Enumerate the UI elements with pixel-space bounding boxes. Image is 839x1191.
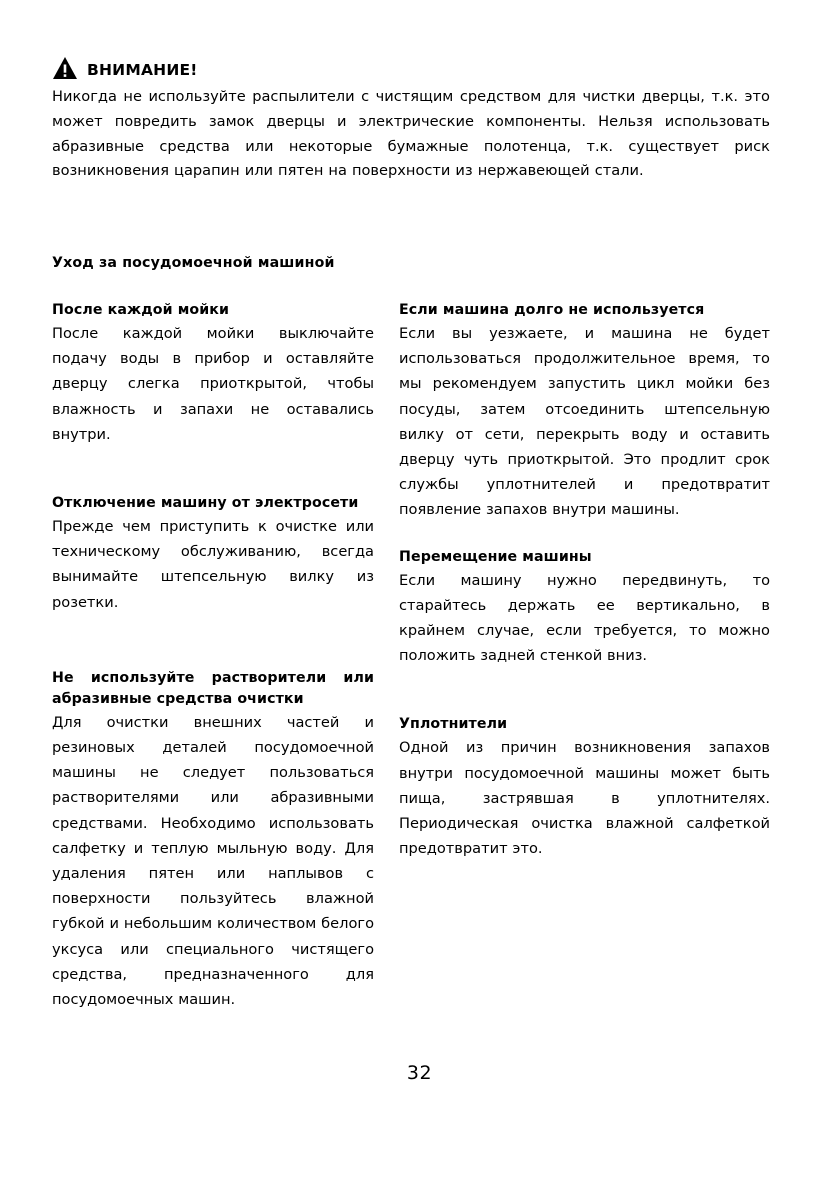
subsection-body: Если вы уезжаете, и машина не будет использоваться продолжительное время, то мы рекомендуем запустить цикл мойки без посуды, затем отсоединить штепсельную вилку от сети, перекрыть воду и оставить дверцу чуть приоткрытой. Это продлит срок службы уплотнителей и предотвратит появление запахов внутри машины. <box>399 325 770 519</box>
column-spacer <box>399 523 770 547</box>
subsection-body: Прежде чем приступить к очистке или техническому обслуживанию, всегда вынимайте штепсельную вилку из розетки. <box>52 518 374 611</box>
column-spacer <box>399 668 770 714</box>
subsection-seals <box>399 714 770 861</box>
subsection-no-solvents <box>52 668 374 1012</box>
warning-block <box>52 50 770 184</box>
page-number: 32 <box>406 1062 433 1084</box>
subsection-body: Если машину нужно передвинуть, то старайтесь держать ее вертикально, в крайнем случае, если требуется, то можно положить задней стенкой вниз. <box>399 571 770 665</box>
subsection-moving-machine <box>399 547 770 669</box>
subsection-body: Одной из причин возникновения запахов внутри посудомоечной машины может быть пища, застрявшая в уплотнителях. Периодическая очистка влажной салфеткой предотвратит это. <box>399 739 770 858</box>
subsection-title: После каждой мойки <box>52 302 230 318</box>
column-spacer <box>52 615 374 668</box>
subsection-title: Уплотнители <box>399 716 508 733</box>
warning-body: Никогда не используйте распылители с чистящим средством для чистки дверцы, т.к. это может повредить замок дверцы и электрические компоненты. Нельзя использовать абразивные средства или некоторые бумажные полотенца, т.к. существует риск возникновения царапин или пятен на поверхности из нержавеющей стали. <box>52 88 770 180</box>
warning-header <box>52 50 770 80</box>
subsection-long-unused <box>399 300 770 523</box>
column-spacer <box>52 447 374 493</box>
subsection-title: Перемещение машины <box>399 548 592 565</box>
subsection-body: После каждой мойки выключайте подачу воды в прибор и оставляйте дверцу слегка приоткрытой, чтобы влажность и запахи не оставались внутри. <box>52 325 374 443</box>
subsection-title: Если машина долго не используется <box>399 302 705 318</box>
left-column <box>52 300 374 1012</box>
subsection-title: Отключение машину от электросети <box>52 495 359 512</box>
warning-title: ВНИМАНИЕ! <box>87 60 198 79</box>
subsection-title: Не используйте растворители или абразивные средства очистки <box>52 669 374 707</box>
content-columns <box>52 300 770 1012</box>
subsection-after-each-wash <box>52 300 374 447</box>
subsection-body: Для очистки внешних частей и резиновых деталей посудомоечной машины не следует пользоваться растворителями или абразивными средствами. Необходимо использовать салфетку и теплую мыльную воду. Для удаления пятен или наплывов с поверхности пользуйтесь влажной губкой и небольшим количеством белого уксуса или специального чистящего средства, предназначенного для посудомоечных машин. <box>52 713 374 1009</box>
section-title: Уход за посудомоечной машиной <box>52 255 335 271</box>
right-column <box>399 300 770 1012</box>
warning-triangle-icon <box>52 56 78 80</box>
subsection-disconnect-power <box>52 493 374 615</box>
